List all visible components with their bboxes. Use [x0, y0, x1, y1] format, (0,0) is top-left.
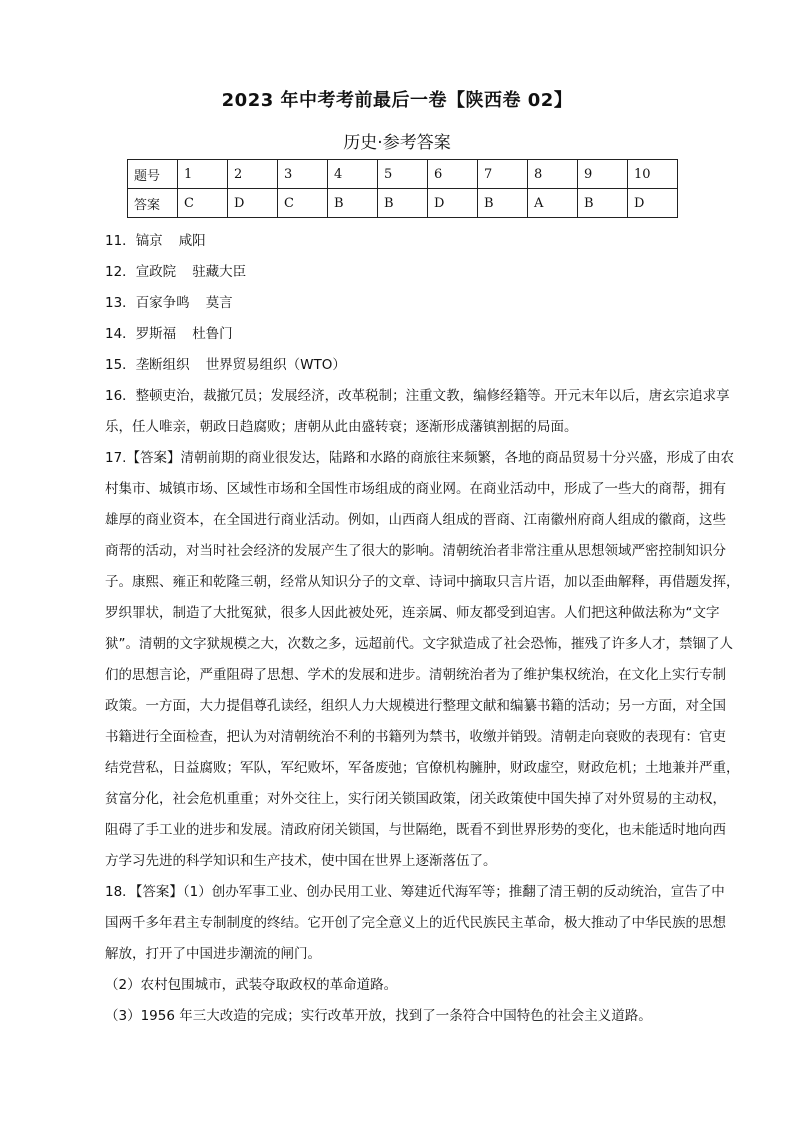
- answer-17-line: 结党营私，日益腐败；军队，军纪败坏，军备废弛；官僚机构臃肿，财政虚空，财政危机；土地兼并严重，: [105, 760, 740, 776]
- answer-12: [105, 257, 705, 288]
- answer-part-a: 宣政院: [135, 264, 177, 280]
- answer-17-line: 商帮的活动，对当时社会经济的发展产生了很大的影响。清朝统治者非常注重从思想领域严密控制知识分: [105, 543, 726, 559]
- answer-part-a: 罗斯福: [135, 326, 177, 342]
- answer-table-number-row: [128, 160, 678, 189]
- question-number-label: 15．: [105, 357, 136, 373]
- answer-cell: B: [378, 189, 428, 218]
- answer-table-answer-row: [128, 189, 678, 218]
- question-number: 10: [628, 160, 678, 189]
- question-number-label: 14．: [105, 326, 136, 342]
- answer-cell: B: [328, 189, 378, 218]
- answer-part-b: 莫言: [205, 295, 233, 311]
- answer-part-b: 驻藏大臣: [192, 264, 247, 280]
- answer-18-line: 18．【答案】（1）创办军事工业、创办民用工业、筹建近代海军等；推翻了清王朝的反动统治，宣告了中: [105, 884, 725, 900]
- question-number: 8: [528, 160, 578, 189]
- question-number: 1: [178, 160, 228, 189]
- question-number: 2: [228, 160, 278, 189]
- answer-17-line: 方学习先进的科学知识和生产技术，使中国在世界上逐渐落伍了。: [105, 853, 497, 869]
- answer-table: [127, 159, 678, 218]
- answer-part-a: 镐京: [135, 233, 163, 249]
- answer-18-line: 国两千多年君主专制制度的终结。它开创了完全意义上的近代民族民主革命，极大推动了中华民族的思想: [105, 915, 726, 931]
- answer-14: [105, 319, 705, 350]
- answers-body: [105, 226, 740, 1032]
- answer-cell: D: [228, 189, 278, 218]
- question-number: 3: [278, 160, 328, 189]
- answer-17-line: 罗织罪状，制造了大批冤狱，很多人因此被处死，连亲属、师友都受到迫害。人们把这种做法称为“文字: [105, 605, 720, 621]
- answer-17-line: 17.【答案】清朝前期的商业很发达，陆路和水路的商旅往来频繁，各地的商品贸易十分兴盛，形成了由农: [105, 450, 734, 466]
- question-number-label: 12．: [105, 264, 136, 280]
- answer-cell: D: [628, 189, 678, 218]
- question-number: 9: [578, 160, 628, 189]
- question-number-label: 13．: [105, 295, 136, 311]
- question-number-label: 11．: [105, 233, 136, 249]
- document-subtitle: 历史·参考答案: [343, 133, 451, 153]
- answer-17-line: 雄厚的商业资本，在全国进行商业活动。例如，山西商人组成的晋商、江南徽州府商人组成的徽商，这些: [105, 512, 726, 528]
- answer-part-b: 杜鲁门: [192, 326, 233, 342]
- answer-17-line: 子。康熙、雍正和乾隆三朝，经常从知识分子的文章、诗词中摘取只言片语，加以歪曲解释，再借题发挥，: [105, 574, 740, 590]
- question-number: 4: [328, 160, 378, 189]
- answer-cell: C: [178, 189, 228, 218]
- answer-15: [105, 350, 705, 381]
- answer-cell: D: [428, 189, 478, 218]
- answer-cell: A: [528, 189, 578, 218]
- question-number: 6: [428, 160, 478, 189]
- answer-17-line: 村集市、城镇市场、区域性市场和全国性市场组成的商业网。在商业活动中，形成了一些大的商帮，拥有: [105, 481, 726, 497]
- answer-17-line: 狱”。清朝的文字狱规模之大，次数之多，远超前代。文字狱造成了社会恐怖，摧残了许多人才，禁锢了人: [105, 636, 733, 652]
- answer-16-line: 16．整顿吏治，裁撤冗员；发展经济，改革税制；注重文教，编修经籍等。开元末年以后，唐玄宗追求享: [105, 388, 730, 404]
- answer-part-b: 世界贸易组织（WTO）: [205, 357, 346, 373]
- answer-17-line: 贫富分化，社会危机重重；对外交往上，实行闭关锁国政策，闭关政策使中国失掉了对外贸易的主动权，: [105, 791, 726, 807]
- answer-17-line: 们的思想言论，严重阻碍了思想、学术的发展和进步。清朝统治者为了维护集权统治，在文化上实行专制: [105, 667, 726, 683]
- row-label-answer: 答案: [128, 189, 178, 218]
- answer-part-a: 垄断组织: [135, 357, 190, 373]
- answer-cell: B: [478, 189, 528, 218]
- answer-11: [105, 226, 705, 257]
- row-label-number: 题号: [128, 160, 178, 189]
- answer-18-line: （3）1956 年三大改造的完成；实行改革开放，找到了一条符合中国特色的社会主义道路。: [105, 1008, 652, 1024]
- answer-18-line: （2）农村包围城市，武装夺取政权的革命道路。: [105, 977, 398, 993]
- answer-17-line: 书籍进行全面检查，把认为对清朝统治不利的书籍列为禁书，收缴并销毁。清朝走向衰败的表现有：官吏: [105, 729, 726, 745]
- document-title: 2023 年中考考前最后一卷【陕西卷 02】: [221, 90, 573, 111]
- answer-part-b: 咸阳: [178, 233, 206, 249]
- answer-17-line: 政策。一方面，大力提倡尊孔读经，组织人力大规模进行整理文献和编纂书籍的活动；另一方面，对全国: [105, 698, 726, 714]
- answer-cell: C: [278, 189, 328, 218]
- answer-cell: B: [578, 189, 628, 218]
- answer-part-a: 百家争鸣: [135, 295, 190, 311]
- answer-16-line: 乐，任人唯亲，朝政日趋腐败；唐朝从此由盛转衰；逐渐形成藩镇割据的局面。: [105, 419, 578, 435]
- answer-17-line: 阻碍了手工业的进步和发展。清政府闭关锁国，与世隔绝，既看不到世界形势的变化，也未能适时地向西: [105, 822, 726, 838]
- answer-13: [105, 288, 705, 319]
- question-number: 7: [478, 160, 528, 189]
- answer-18-line: 解放，打开了中国进步潮流的闸门。: [105, 946, 321, 962]
- question-number: 5: [378, 160, 428, 189]
